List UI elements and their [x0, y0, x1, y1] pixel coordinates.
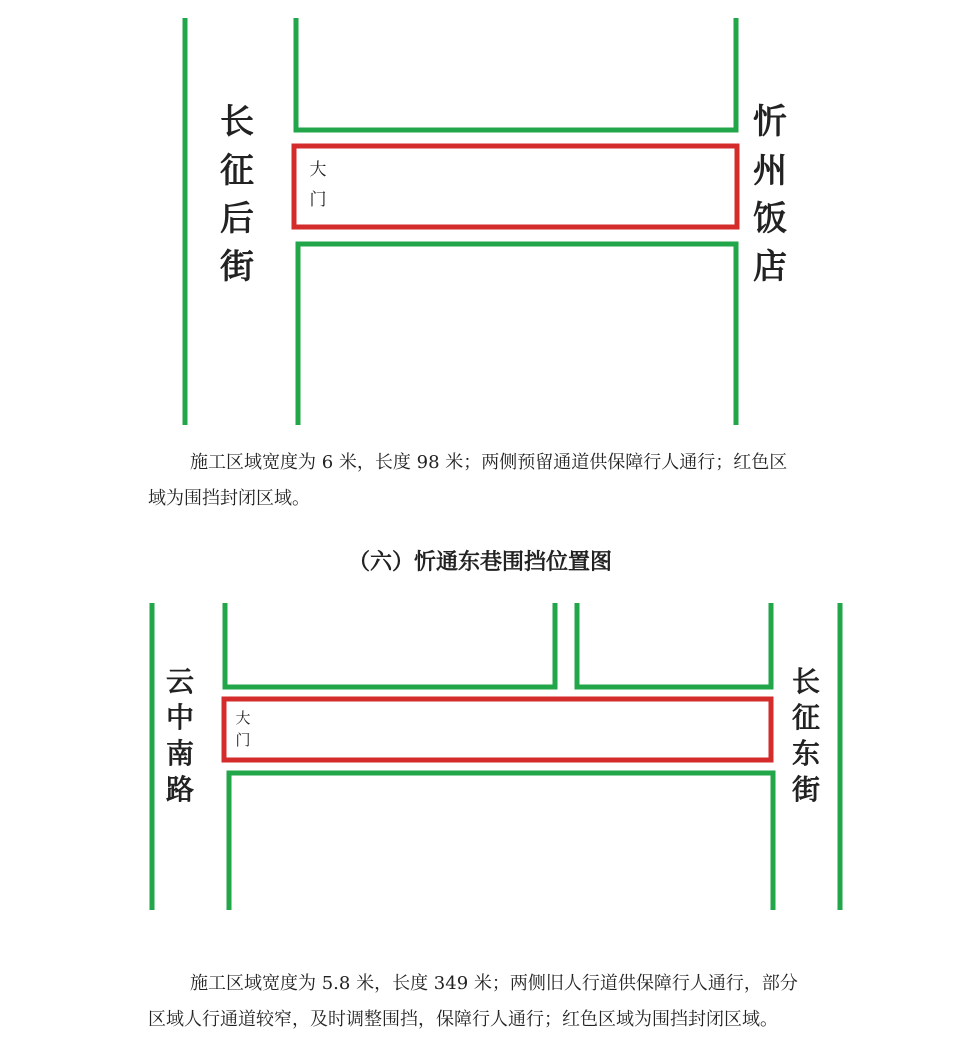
right-street-char: 店 [753, 247, 787, 287]
right-street-char: 州 [753, 151, 787, 191]
paragraph-line: 施工区域宽度为 5.8 米，长度 349 米；两侧旧人行道供保障行人通行，部分 [190, 973, 798, 994]
section-title: （六）忻通东巷围挡位置图 [347, 550, 612, 575]
road-line [229, 773, 773, 910]
paragraph-2 [148, 966, 848, 1038]
closed-zone-1 [294, 146, 737, 227]
right-street-char: 饭 [753, 199, 787, 239]
gate-label-char: 门 [235, 731, 251, 749]
right-street-char: 东 [791, 737, 820, 770]
paragraph-line: 施工区域宽度为 6 米，长度 98 米；两侧预留通道供保障行人通行；红色区 [190, 452, 788, 473]
road-line [225, 603, 555, 687]
left-street-char: 后 [220, 199, 254, 239]
right-street-char: 长 [791, 665, 820, 698]
left-street-char: 路 [165, 773, 194, 806]
right-street-char: 街 [791, 773, 820, 806]
right-street-char: 忻 [753, 102, 787, 142]
diagram1-roads [185, 18, 736, 425]
road-line [298, 244, 736, 425]
gate-label-char: 大 [309, 160, 327, 180]
gate-label-char: 门 [309, 190, 327, 210]
left-street-char: 南 [165, 737, 194, 770]
diagram2-roads [152, 603, 840, 910]
road-line [577, 603, 771, 687]
paragraph-line: 域为围挡封闭区域。 [148, 488, 310, 509]
left-street-char: 街 [220, 247, 254, 287]
gate-label-char: 大 [235, 709, 251, 727]
road-line [296, 18, 736, 130]
left-street-char: 中 [165, 701, 194, 734]
left-street-char: 征 [220, 151, 254, 191]
left-street-char: 长 [220, 102, 254, 142]
closed-zone-2 [224, 699, 771, 760]
left-street-char: 云 [165, 665, 194, 698]
paragraph-1 [148, 445, 848, 517]
paragraph-line: 区域人行通道较窄，及时调整围挡，保障行人通行；红色区域为围挡封闭区域。 [148, 1009, 778, 1030]
right-street-char: 征 [791, 701, 820, 734]
